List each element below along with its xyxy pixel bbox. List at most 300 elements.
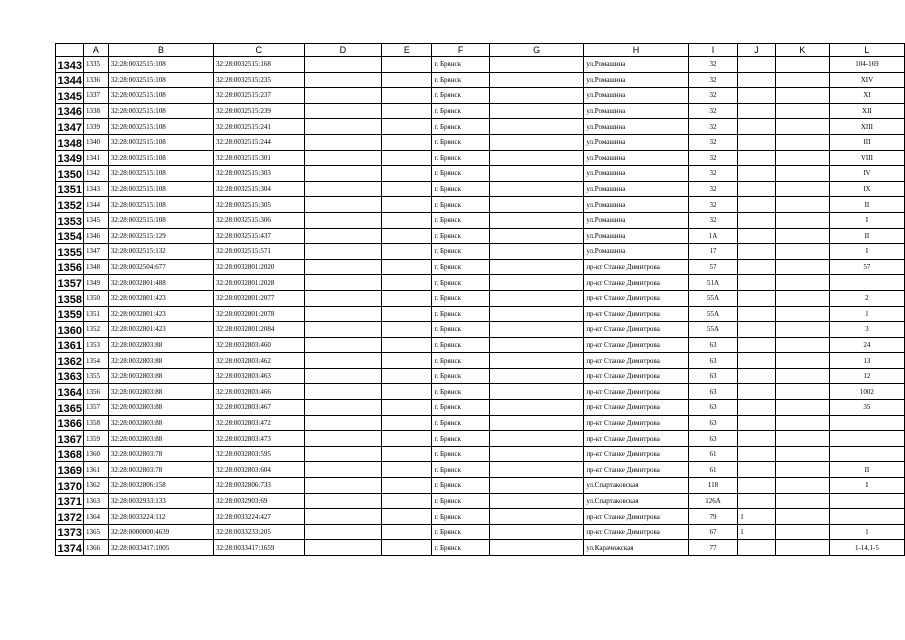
cell-f[interactable]: г. Брянск: [432, 524, 489, 540]
cell-c[interactable]: 32:28:0032515:235: [214, 72, 304, 88]
cell-k[interactable]: [775, 415, 829, 431]
cell-d[interactable]: [304, 88, 382, 104]
cell-i[interactable]: 32: [688, 181, 737, 197]
cell-l[interactable]: III: [829, 134, 904, 150]
cell-b[interactable]: 32:28:0032515:108: [108, 166, 213, 182]
cell-k[interactable]: [775, 431, 829, 447]
cell-l[interactable]: [829, 415, 904, 431]
cell-a[interactable]: 1342: [83, 166, 108, 182]
cell-a[interactable]: 1343: [83, 181, 108, 197]
cell-b[interactable]: 32:28:0033224:112: [108, 509, 213, 525]
cell-i[interactable]: 63: [688, 431, 737, 447]
cell-h[interactable]: ул.Ромашина: [584, 103, 688, 119]
cell-l[interactable]: 35: [829, 400, 904, 416]
cell-k[interactable]: [775, 384, 829, 400]
cell-h[interactable]: ул.Ромашина: [584, 57, 688, 73]
cell-i[interactable]: 32: [688, 119, 737, 135]
cell-g[interactable]: [489, 400, 583, 416]
cell-j[interactable]: [738, 259, 775, 275]
cell-h[interactable]: ул.Ромашина: [584, 119, 688, 135]
cell-f[interactable]: г. Брянск: [432, 72, 489, 88]
cell-l[interactable]: XII: [829, 103, 904, 119]
cell-l[interactable]: XI: [829, 88, 904, 104]
cell-i[interactable]: 61: [688, 462, 737, 478]
cell-b[interactable]: 32:28:0032801:423: [108, 322, 213, 338]
cell-k[interactable]: [775, 540, 829, 556]
row-number[interactable]: 1345: [56, 88, 84, 104]
cell-d[interactable]: [304, 57, 382, 73]
cell-a[interactable]: 1354: [83, 353, 108, 369]
cell-i[interactable]: 79: [688, 509, 737, 525]
cell-h[interactable]: пр-кт Станке Димитрова: [584, 431, 688, 447]
cell-l[interactable]: 1: [829, 306, 904, 322]
cell-l[interactable]: [829, 446, 904, 462]
cell-i[interactable]: 126А: [688, 493, 737, 509]
cell-f[interactable]: г. Брянск: [432, 119, 489, 135]
cell-e[interactable]: [382, 103, 432, 119]
cell-k[interactable]: [775, 166, 829, 182]
column-header-e[interactable]: E: [382, 44, 432, 57]
cell-e[interactable]: [382, 197, 432, 213]
cell-e[interactable]: [382, 119, 432, 135]
cell-b[interactable]: 32:28:0032515:129: [108, 228, 213, 244]
cell-f[interactable]: г. Брянск: [432, 384, 489, 400]
cell-c[interactable]: 32:28:0032803:595: [214, 446, 304, 462]
cell-e[interactable]: [382, 306, 432, 322]
cell-a[interactable]: 1339: [83, 119, 108, 135]
cell-k[interactable]: [775, 524, 829, 540]
cell-k[interactable]: [775, 181, 829, 197]
cell-e[interactable]: [382, 259, 432, 275]
cell-i[interactable]: 32: [688, 103, 737, 119]
cell-g[interactable]: [489, 462, 583, 478]
row-number[interactable]: 1343: [56, 57, 84, 73]
cell-d[interactable]: [304, 524, 382, 540]
row-number[interactable]: 1361: [56, 337, 84, 353]
cell-g[interactable]: [489, 228, 583, 244]
cell-h[interactable]: ул.Ромашина: [584, 181, 688, 197]
cell-i[interactable]: 55А: [688, 322, 737, 338]
cell-e[interactable]: [382, 290, 432, 306]
cell-h[interactable]: пр-кт Станке Димитрова: [584, 446, 688, 462]
cell-a[interactable]: 1362: [83, 478, 108, 494]
cell-f[interactable]: г. Брянск: [432, 368, 489, 384]
cell-k[interactable]: [775, 228, 829, 244]
cell-g[interactable]: [489, 244, 583, 260]
cell-h[interactable]: ул.Ромашина: [584, 228, 688, 244]
cell-i[interactable]: 57: [688, 259, 737, 275]
row-number[interactable]: 1351: [56, 181, 84, 197]
row-number[interactable]: 1364: [56, 384, 84, 400]
cell-b[interactable]: 32:28:0033417:1005: [108, 540, 213, 556]
cell-j[interactable]: [738, 322, 775, 338]
cell-c[interactable]: 32:28:0032803:466: [214, 384, 304, 400]
cell-e[interactable]: [382, 400, 432, 416]
cell-g[interactable]: [489, 181, 583, 197]
cell-b[interactable]: 32:28:0032515:108: [108, 72, 213, 88]
cell-b[interactable]: 32:28:0032933:133: [108, 493, 213, 509]
cell-c[interactable]: 32:28:0032801:2078: [214, 306, 304, 322]
cell-k[interactable]: [775, 509, 829, 525]
cell-g[interactable]: [489, 540, 583, 556]
cell-i[interactable]: 63: [688, 353, 737, 369]
cell-j[interactable]: [738, 57, 775, 73]
cell-k[interactable]: [775, 72, 829, 88]
cell-l[interactable]: VIII: [829, 150, 904, 166]
cell-d[interactable]: [304, 306, 382, 322]
cell-f[interactable]: г. Брянск: [432, 353, 489, 369]
cell-c[interactable]: 32:28:0032803:463: [214, 368, 304, 384]
cell-c[interactable]: 32:28:0032803:604: [214, 462, 304, 478]
cell-d[interactable]: [304, 384, 382, 400]
cell-e[interactable]: [382, 72, 432, 88]
cell-a[interactable]: 1348: [83, 259, 108, 275]
cell-g[interactable]: [489, 509, 583, 525]
cell-d[interactable]: [304, 228, 382, 244]
cell-d[interactable]: [304, 478, 382, 494]
cell-g[interactable]: [489, 290, 583, 306]
cell-h[interactable]: ул.Ромашина: [584, 150, 688, 166]
cell-j[interactable]: [738, 462, 775, 478]
cell-d[interactable]: [304, 353, 382, 369]
cell-k[interactable]: [775, 57, 829, 73]
cell-j[interactable]: 1: [738, 509, 775, 525]
cell-e[interactable]: [382, 228, 432, 244]
cell-e[interactable]: [382, 57, 432, 73]
cell-j[interactable]: [738, 478, 775, 494]
cell-l[interactable]: 3: [829, 322, 904, 338]
cell-f[interactable]: г. Брянск: [432, 431, 489, 447]
cell-e[interactable]: [382, 353, 432, 369]
cell-j[interactable]: [738, 540, 775, 556]
cell-j[interactable]: [738, 353, 775, 369]
cell-c[interactable]: 32:28:0032803:473: [214, 431, 304, 447]
cell-l[interactable]: 24: [829, 337, 904, 353]
row-number[interactable]: 1357: [56, 275, 84, 291]
row-number[interactable]: 1348: [56, 134, 84, 150]
column-header-c[interactable]: C: [214, 44, 304, 57]
cell-d[interactable]: [304, 119, 382, 135]
cell-k[interactable]: [775, 493, 829, 509]
cell-b[interactable]: 32:28:0032515:108: [108, 150, 213, 166]
cell-h[interactable]: пр-кт Станке Димитрова: [584, 290, 688, 306]
cell-d[interactable]: [304, 368, 382, 384]
cell-e[interactable]: [382, 462, 432, 478]
cell-a[interactable]: 1355: [83, 368, 108, 384]
cell-j[interactable]: [738, 337, 775, 353]
cell-e[interactable]: [382, 212, 432, 228]
cell-i[interactable]: 32: [688, 150, 737, 166]
cell-i[interactable]: 63: [688, 415, 737, 431]
cell-h[interactable]: пр-кт Станке Димитрова: [584, 368, 688, 384]
cell-j[interactable]: [738, 228, 775, 244]
cell-g[interactable]: [489, 524, 583, 540]
cell-f[interactable]: г. Брянск: [432, 478, 489, 494]
cell-e[interactable]: [382, 166, 432, 182]
cell-b[interactable]: 32:28:0032515:108: [108, 134, 213, 150]
cell-h[interactable]: ул.Ромашина: [584, 88, 688, 104]
cell-k[interactable]: [775, 368, 829, 384]
cell-l[interactable]: [829, 275, 904, 291]
cell-l[interactable]: [829, 509, 904, 525]
cell-i[interactable]: 17: [688, 244, 737, 260]
row-number[interactable]: 1346: [56, 103, 84, 119]
cell-j[interactable]: 1: [738, 524, 775, 540]
column-header-g[interactable]: G: [489, 44, 583, 57]
cell-k[interactable]: [775, 478, 829, 494]
cell-a[interactable]: 1353: [83, 337, 108, 353]
cell-f[interactable]: г. Брянск: [432, 228, 489, 244]
cell-a[interactable]: 1340: [83, 134, 108, 150]
cell-b[interactable]: 32:28:0032801:423: [108, 290, 213, 306]
cell-j[interactable]: [738, 181, 775, 197]
cell-b[interactable]: 32:28:0032515:108: [108, 212, 213, 228]
cell-l[interactable]: IX: [829, 181, 904, 197]
cell-h[interactable]: пр-кт Станке Димитрова: [584, 322, 688, 338]
cell-e[interactable]: [382, 275, 432, 291]
cell-j[interactable]: [738, 290, 775, 306]
cell-f[interactable]: г. Брянск: [432, 275, 489, 291]
cell-a[interactable]: 1361: [83, 462, 108, 478]
cell-a[interactable]: 1359: [83, 431, 108, 447]
cell-b[interactable]: 32:28:0032803:78: [108, 446, 213, 462]
cell-j[interactable]: [738, 212, 775, 228]
cell-h[interactable]: пр-кт Станке Димитрова: [584, 400, 688, 416]
cell-e[interactable]: [382, 368, 432, 384]
cell-d[interactable]: [304, 72, 382, 88]
cell-a[interactable]: 1345: [83, 212, 108, 228]
cell-h[interactable]: пр-кт Станке Димитрова: [584, 275, 688, 291]
cell-f[interactable]: г. Брянск: [432, 290, 489, 306]
cell-l[interactable]: [829, 493, 904, 509]
cell-k[interactable]: [775, 197, 829, 213]
cell-d[interactable]: [304, 337, 382, 353]
cell-d[interactable]: [304, 103, 382, 119]
row-number[interactable]: 1363: [56, 368, 84, 384]
cell-g[interactable]: [489, 431, 583, 447]
cell-d[interactable]: [304, 462, 382, 478]
cell-i[interactable]: 67: [688, 524, 737, 540]
cell-g[interactable]: [489, 103, 583, 119]
cell-c[interactable]: 32:28:0032515:239: [214, 103, 304, 119]
row-number[interactable]: 1358: [56, 290, 84, 306]
cell-h[interactable]: пр-кт Станке Димитрова: [584, 384, 688, 400]
cell-k[interactable]: [775, 119, 829, 135]
row-number[interactable]: 1350: [56, 166, 84, 182]
cell-d[interactable]: [304, 259, 382, 275]
column-header-j[interactable]: J: [738, 44, 775, 57]
cell-h[interactable]: пр-кт Станке Димитрова: [584, 509, 688, 525]
cell-l[interactable]: I: [829, 212, 904, 228]
cell-c[interactable]: 32:28:0032801:2077: [214, 290, 304, 306]
row-number[interactable]: 1367: [56, 431, 84, 447]
cell-h[interactable]: ул.Спартаковская: [584, 478, 688, 494]
cell-k[interactable]: [775, 103, 829, 119]
cell-l[interactable]: IV: [829, 166, 904, 182]
cell-l[interactable]: 1: [829, 524, 904, 540]
cell-g[interactable]: [489, 493, 583, 509]
cell-l[interactable]: II: [829, 462, 904, 478]
cell-h[interactable]: пр-кт Станке Димитрова: [584, 415, 688, 431]
cell-e[interactable]: [382, 509, 432, 525]
cell-c[interactable]: 32:28:0032903:69: [214, 493, 304, 509]
cell-b[interactable]: 32:28:0032515:108: [108, 88, 213, 104]
cell-j[interactable]: [738, 446, 775, 462]
cell-d[interactable]: [304, 166, 382, 182]
cell-i[interactable]: 32: [688, 57, 737, 73]
cell-c[interactable]: 32:28:0032803:467: [214, 400, 304, 416]
cell-c[interactable]: 32:28:0032515:306: [214, 212, 304, 228]
cell-b[interactable]: 32:28:0032803:88: [108, 368, 213, 384]
row-number[interactable]: 1359: [56, 306, 84, 322]
cell-l[interactable]: I: [829, 244, 904, 260]
cell-c[interactable]: 32:28:0032515:437: [214, 228, 304, 244]
cell-d[interactable]: [304, 446, 382, 462]
cell-f[interactable]: г. Брянск: [432, 166, 489, 182]
row-number[interactable]: 1362: [56, 353, 84, 369]
column-header-d[interactable]: D: [304, 44, 382, 57]
cell-l[interactable]: 104-169: [829, 57, 904, 73]
cell-j[interactable]: [738, 415, 775, 431]
cell-f[interactable]: г. Брянск: [432, 509, 489, 525]
cell-g[interactable]: [489, 259, 583, 275]
cell-i[interactable]: 51А: [688, 275, 737, 291]
cell-k[interactable]: [775, 462, 829, 478]
cell-c[interactable]: 32:28:0033417:1659: [214, 540, 304, 556]
cell-c[interactable]: 32:28:0032515:168: [214, 57, 304, 73]
cell-a[interactable]: 1336: [83, 72, 108, 88]
cell-j[interactable]: [738, 368, 775, 384]
cell-g[interactable]: [489, 275, 583, 291]
cell-g[interactable]: [489, 166, 583, 182]
cell-f[interactable]: г. Брянск: [432, 103, 489, 119]
cell-k[interactable]: [775, 446, 829, 462]
cell-g[interactable]: [489, 150, 583, 166]
row-number[interactable]: 1370: [56, 478, 84, 494]
cell-a[interactable]: 1338: [83, 103, 108, 119]
cell-d[interactable]: [304, 197, 382, 213]
cell-b[interactable]: 32:28:0032515:108: [108, 119, 213, 135]
column-header-b[interactable]: B: [108, 44, 213, 57]
row-number[interactable]: 1373: [56, 524, 84, 540]
cell-h[interactable]: ул.Спартаковская: [584, 493, 688, 509]
cell-f[interactable]: г. Брянск: [432, 57, 489, 73]
row-number[interactable]: 1372: [56, 509, 84, 525]
cell-f[interactable]: г. Брянск: [432, 212, 489, 228]
cell-b[interactable]: 32:28:0032803:88: [108, 400, 213, 416]
cell-e[interactable]: [382, 134, 432, 150]
cell-c[interactable]: 32:28:0032515:241: [214, 119, 304, 135]
cell-e[interactable]: [382, 150, 432, 166]
cell-b[interactable]: 32:28:0032803:88: [108, 415, 213, 431]
cell-l[interactable]: 2: [829, 290, 904, 306]
cell-b[interactable]: 32:28:0032806:158: [108, 478, 213, 494]
cell-e[interactable]: [382, 244, 432, 260]
cell-h[interactable]: ул.Ромашина: [584, 212, 688, 228]
cell-h[interactable]: ул.Ромашина: [584, 166, 688, 182]
cell-g[interactable]: [489, 384, 583, 400]
cell-k[interactable]: [775, 275, 829, 291]
cell-c[interactable]: 32:28:0032515:301: [214, 150, 304, 166]
cell-d[interactable]: [304, 181, 382, 197]
cell-a[interactable]: 1357: [83, 400, 108, 416]
cell-e[interactable]: [382, 415, 432, 431]
cell-c[interactable]: 32:28:0033233:205: [214, 524, 304, 540]
cell-e[interactable]: [382, 446, 432, 462]
cell-k[interactable]: [775, 337, 829, 353]
cell-i[interactable]: 61: [688, 446, 737, 462]
cell-l[interactable]: 13: [829, 353, 904, 369]
row-number[interactable]: 1365: [56, 400, 84, 416]
cell-a[interactable]: 1365: [83, 524, 108, 540]
cell-c[interactable]: 32:28:0032803:462: [214, 353, 304, 369]
cell-a[interactable]: 1366: [83, 540, 108, 556]
cell-l[interactable]: II: [829, 197, 904, 213]
cell-f[interactable]: г. Брянск: [432, 244, 489, 260]
cell-g[interactable]: [489, 306, 583, 322]
cell-a[interactable]: 1351: [83, 306, 108, 322]
column-header-k[interactable]: K: [775, 44, 829, 57]
cell-l[interactable]: I: [829, 478, 904, 494]
cell-g[interactable]: [489, 212, 583, 228]
cell-c[interactable]: 32:28:0032803:460: [214, 337, 304, 353]
cell-g[interactable]: [489, 57, 583, 73]
cell-a[interactable]: 1341: [83, 150, 108, 166]
cell-g[interactable]: [489, 72, 583, 88]
cell-h[interactable]: пр-кт Станке Димитрова: [584, 353, 688, 369]
cell-f[interactable]: г. Брянск: [432, 306, 489, 322]
cell-h[interactable]: пр-кт Станке Димитрова: [584, 337, 688, 353]
cell-h[interactable]: пр-кт Станке Димитрова: [584, 306, 688, 322]
cell-a[interactable]: 1344: [83, 197, 108, 213]
cell-k[interactable]: [775, 88, 829, 104]
cell-j[interactable]: [738, 400, 775, 416]
cell-a[interactable]: 1356: [83, 384, 108, 400]
cell-l[interactable]: XIV: [829, 72, 904, 88]
row-number[interactable]: 1347: [56, 119, 84, 135]
cell-f[interactable]: г. Брянск: [432, 400, 489, 416]
cell-d[interactable]: [304, 275, 382, 291]
cell-e[interactable]: [382, 524, 432, 540]
cell-b[interactable]: 32:28:0032515:108: [108, 103, 213, 119]
cell-d[interactable]: [304, 244, 382, 260]
cell-h[interactable]: ул.Карачижская: [584, 540, 688, 556]
cell-j[interactable]: [738, 275, 775, 291]
cell-f[interactable]: г. Брянск: [432, 150, 489, 166]
cell-b[interactable]: 32:28:0032515:108: [108, 57, 213, 73]
cell-a[interactable]: 1360: [83, 446, 108, 462]
row-number[interactable]: 1360: [56, 322, 84, 338]
cell-g[interactable]: [489, 88, 583, 104]
cell-j[interactable]: [738, 384, 775, 400]
cell-k[interactable]: [775, 353, 829, 369]
row-number[interactable]: 1374: [56, 540, 84, 556]
cell-j[interactable]: [738, 119, 775, 135]
cell-a[interactable]: 1364: [83, 509, 108, 525]
row-number[interactable]: 1368: [56, 446, 84, 462]
cell-g[interactable]: [489, 337, 583, 353]
cell-e[interactable]: [382, 384, 432, 400]
column-header-f[interactable]: F: [432, 44, 489, 57]
cell-j[interactable]: [738, 493, 775, 509]
cell-l[interactable]: XIII: [829, 119, 904, 135]
cell-g[interactable]: [489, 353, 583, 369]
row-number[interactable]: 1344: [56, 72, 84, 88]
column-header-l[interactable]: L: [829, 44, 904, 57]
row-number[interactable]: 1354: [56, 228, 84, 244]
cell-e[interactable]: [382, 181, 432, 197]
column-header-i[interactable]: I: [688, 44, 737, 57]
